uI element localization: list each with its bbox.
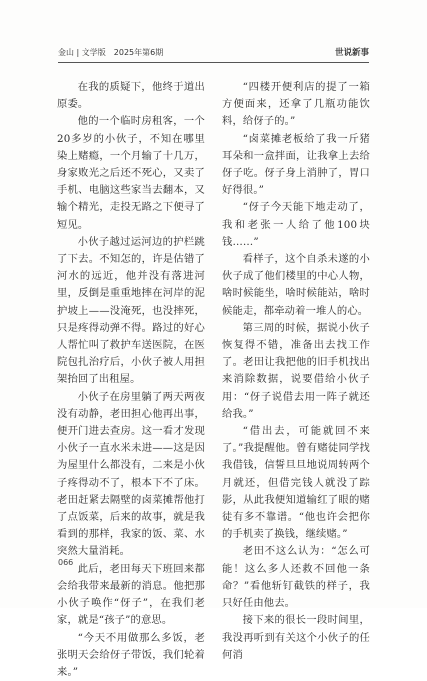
paragraph: 老田不这么认为：“怎么可能！这么多人还救不回他一条命？”看他斩钉截铁的样子，我只好任由他去。 <box>222 543 370 612</box>
paragraph: 他的一个临时房租客，一个20多岁的小伙子，不知在哪里染上赌瘾，一个月输了十几万，身家败光之后还不死心，又卖了手机、电脑这些家当去翻本，又输个精光，走投无路之下便寻了短见。 <box>57 113 205 233</box>
paragraph: 小伙子越过运河边的护栏跳了下去。不知怎的，许是估错了河水的远近，他并没有落进河里，反倒是重重地摔在河岸的泥护坡上——没淹死，也没摔死，只是疼得动弹不得。路过的好心人帮忙叫了救护车送医院，在医院包扎治疗后，小伙子被人用担架抬回了出租屋。 <box>57 234 205 389</box>
paragraph: “借出去，可能就回不来了。”我提醒他。曾有赌徒同学找我借钱，信誓旦旦地说周转两个月就还，但借完钱人就没了踪影，从此我便知道输红了眼的赌徒有多不靠谱。“他也许会把你的手机卖了换钱，继续赌。” <box>222 423 370 543</box>
journal-issue-label: 金山 | 文学版 2025年第6期 <box>58 47 163 58</box>
paragraph: “四楼开便利店的提了一箱方便面来，还拿了几瓶功能饮料，给伢子的。” <box>222 79 370 131</box>
section-title: 世说新事 <box>335 46 369 58</box>
right-text-column <box>222 79 370 664</box>
paragraph: 在我的质疑下，他终于道出原委。 <box>57 79 205 113</box>
paragraph: 此后，老田每天下班回来都会给我带来最新的消息。他把那小伙子唤作“伢子”，在我们老家，就是“孩子”的意思。 <box>57 561 205 630</box>
paragraph: 接下来的很长一段时间里，我没再听到有关这个小伙子的任何消 <box>222 612 370 664</box>
paragraph: “卤菜摊老板给了我一斤猪耳朵和一盒拌面，让我拿上去给伢子吃。伢子身上消肿了，胃口好得很。” <box>222 131 370 200</box>
left-text-column <box>57 79 205 681</box>
paragraph: 小伙子在房里躺了两天两夜没有动静，老田担心他再出事，便开门进去查房。这一看才发现小伙子一直水米未进——这是因为屋里什么都没有，二来是小伙子疼得动不了，根本下不了床。老田赶紧去隔壁的卤菜摊帮他打了点饭菜，后来的故事，就是我看到的那样，我家的饭、菜、水突然大量消耗。 <box>57 389 205 561</box>
page-number: 066 <box>58 558 73 567</box>
running-header <box>58 46 369 60</box>
paragraph: 看样子，这个自杀未遂的小伙子成了他们楼里的中心人物，啥时候能坐，啥时候能站，啥时候能走，都牵动着一堆人的心。 <box>222 251 370 320</box>
paragraph: 第三周的时候，据说小伙子恢复得不错，准备出去找工作了。老田让我把他的旧手机找出来消除数据，说要借给小伙子用：“伢子说借去用一阵子就还给我。” <box>222 320 370 423</box>
paragraph: “伢子今天能下地走动了，我和老张一人给了他100块钱……” <box>222 199 370 251</box>
header-divider <box>58 62 369 63</box>
paragraph: “今天不用做那么多饭，老张明天会给伢子带饭，我们轮着来。” <box>57 630 205 681</box>
